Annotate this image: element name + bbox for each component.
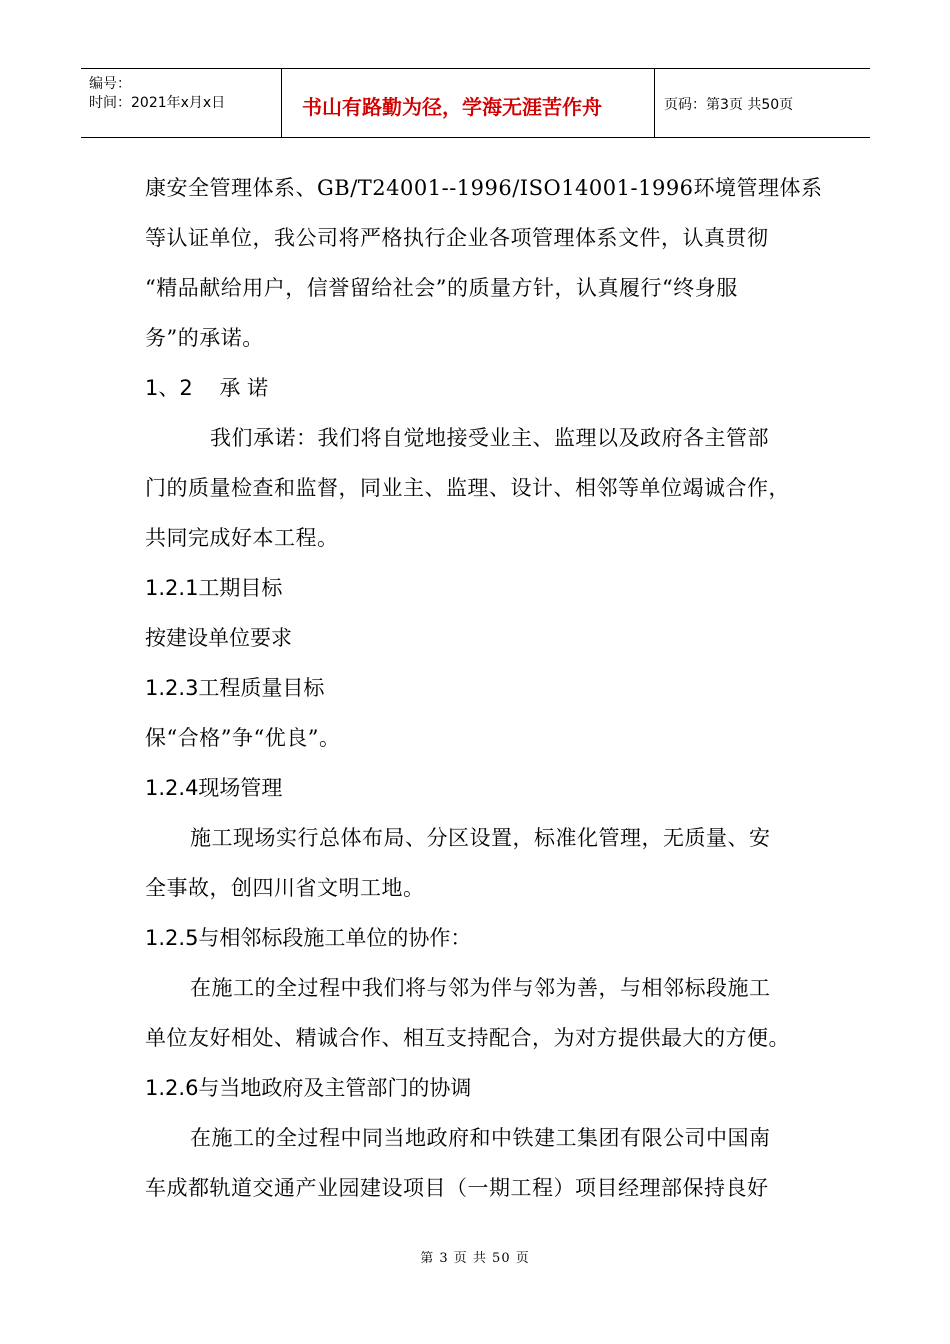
section-heading-1-2-1: 1.2.1工期目标 <box>145 576 283 600</box>
paragraph-line: 单位友好相处、精诚合作、相互支持配合，为对方提供最大的方便。 <box>145 1026 790 1050</box>
section-heading-1-2: 1、2 承 诺 <box>145 376 269 400</box>
section-heading-1-2-3: 1.2.3工程质量目标 <box>145 676 325 700</box>
page-header <box>81 68 870 138</box>
paragraph-line: 门的质量检查和监督，同业主、监理、设计、相邻等单位竭诚合作， <box>145 476 790 500</box>
header-page-number: 页码：第3页 共50页 <box>664 97 794 113</box>
section-heading-1-2-5: 1.2.5与相邻标段施工单位的协作： <box>145 926 472 950</box>
paragraph-line: 在施工的全过程中同当地政府和中铁建工集团有限公司中国南 <box>190 1126 771 1150</box>
paragraph-line: 全事故，创四川省文明工地。 <box>145 876 425 900</box>
header-motto-cell <box>281 69 655 137</box>
document-date-label: 时间：2021年x月x日 <box>89 95 226 111</box>
paragraph-line: 共同完成好本工程。 <box>145 526 339 550</box>
paragraph-line: 保“合格”争“优良”。 <box>145 726 341 750</box>
paragraph-line: 车成都轨道交通产业园建设项目（一期工程）项目经理部保持良好 <box>145 1176 769 1200</box>
paragraph-line: 康安全管理体系、GB/T24001--1996/ISO14001-1996环境管理体系 <box>145 176 823 200</box>
page-footer: 第 3 页 共 50 页 <box>420 1251 530 1266</box>
paragraph-line: 等认证单位，我公司将严格执行企业各项管理体系文件，认真贯彻 <box>145 226 769 250</box>
section-heading-1-2-6: 1.2.6与当地政府及主管部门的协调 <box>145 1076 472 1100</box>
paragraph-line: 我们承诺：我们将自觉地接受业主、监理以及政府各主管部 <box>210 426 769 450</box>
paragraph-line: 务”的承诺。 <box>145 326 264 350</box>
paragraph-line: 施工现场实行总体布局、分区设置，标准化管理，无质量、安 <box>190 826 771 850</box>
paragraph-line: “精品献给用户，信誉留给社会”的质量方针，认真履行“终身服 <box>145 276 738 300</box>
paragraph-line: 在施工的全过程中我们将与邻为伴与邻为善，与相邻标段施工 <box>190 976 771 1000</box>
section-heading-1-2-4: 1.2.4现场管理 <box>145 776 283 800</box>
paragraph-line: 按建设单位要求 <box>145 626 292 650</box>
header-motto: 书山有路勤为径，学海无涯苦作舟 <box>302 95 602 119</box>
header-page-cell <box>654 69 870 137</box>
document-number-label: 编号： <box>89 76 131 92</box>
header-info-cell <box>81 69 281 137</box>
